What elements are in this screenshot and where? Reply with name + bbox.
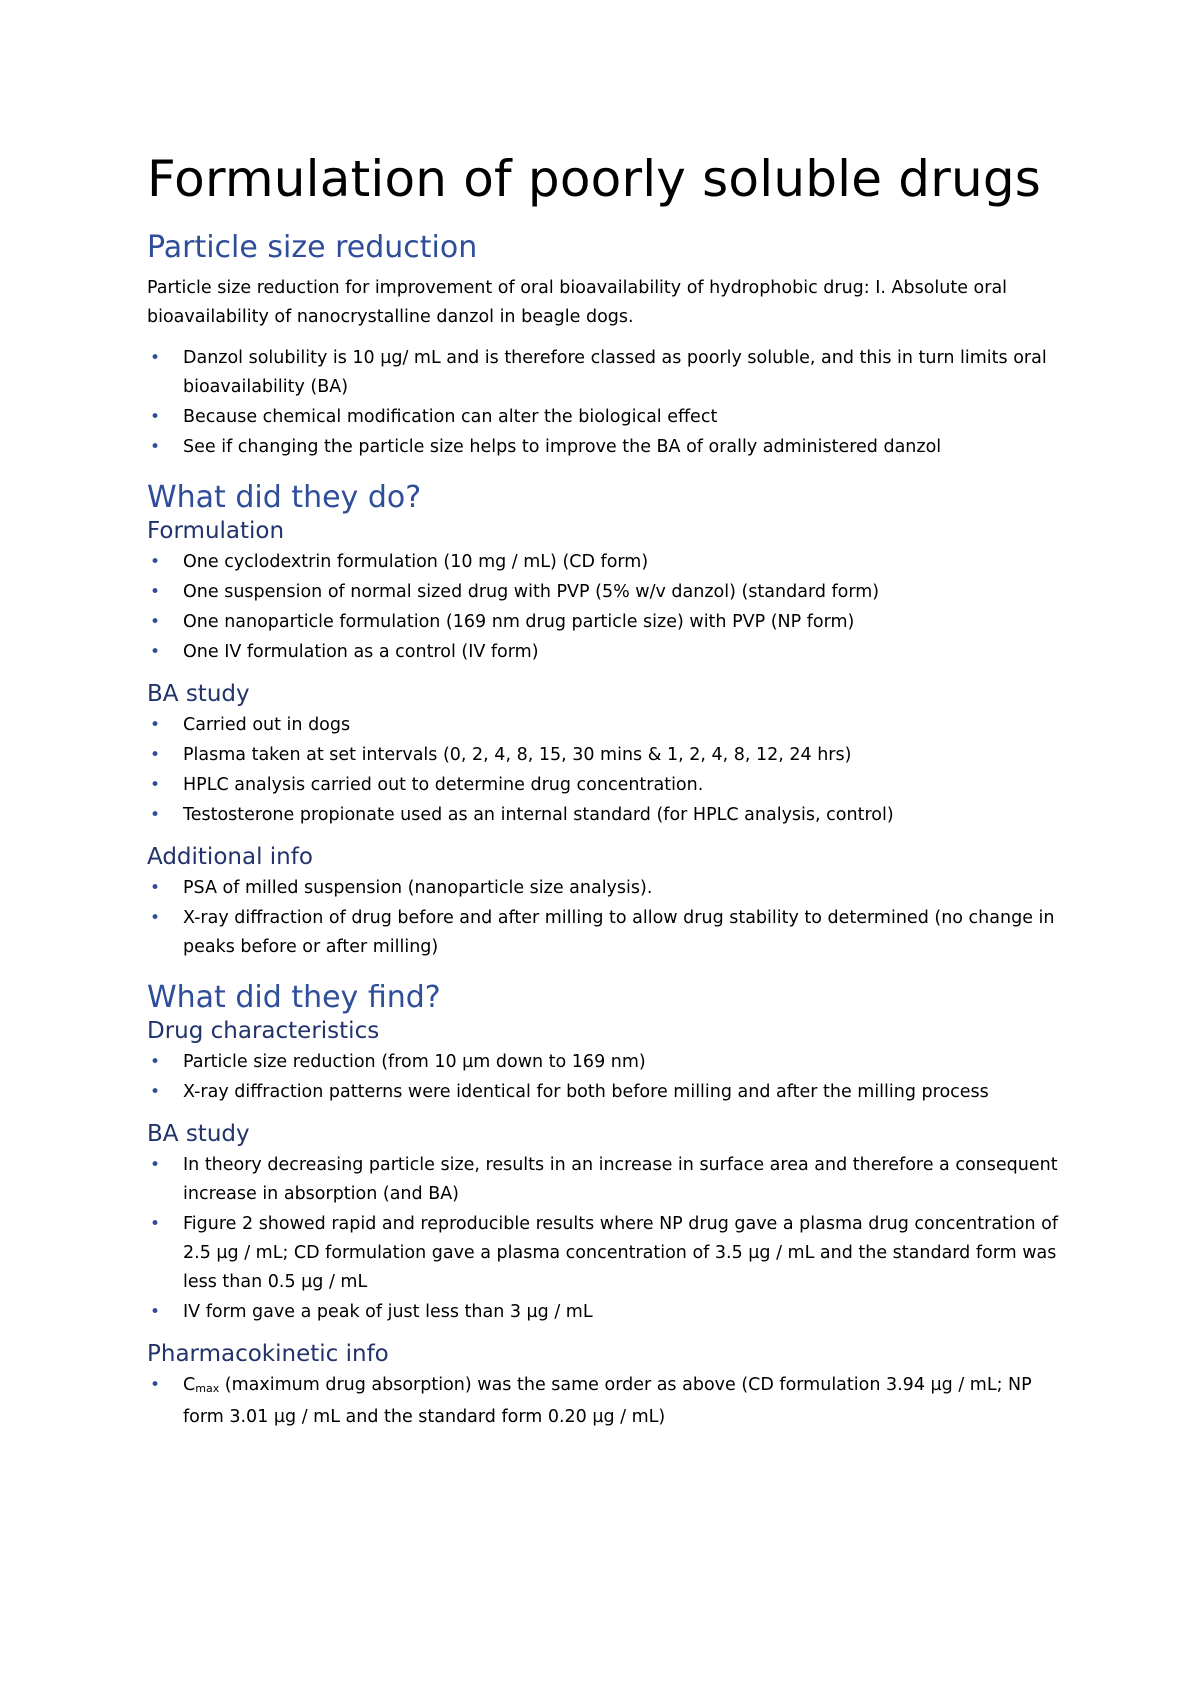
document-title: Formulation of poorly soluble drugs xyxy=(147,150,1042,208)
section-heading-what-did-they-do: What did they do? xyxy=(147,480,422,515)
document-page xyxy=(147,148,1067,1444)
list-item-text: HPLC analysis carried out to determine drug concentration. xyxy=(183,775,704,795)
bullet-icon: • xyxy=(150,582,161,602)
list-item-text: Plasma taken at set intervals (0, 2, 4, 8, 15, 30 mins & 1, 2, 4, 8, 12, 24 hrs) xyxy=(183,745,852,765)
list-item xyxy=(147,608,1067,637)
list-item xyxy=(147,711,1067,740)
bullet-icon: • xyxy=(150,1155,161,1175)
list-item-text: In theory decreasing particle size, results in an increase in surface area and therefore a consequent increase in absorption (and BA) xyxy=(183,1155,1058,1204)
list-item xyxy=(147,433,1067,462)
list-item-text: Carried out in dogs xyxy=(183,715,351,735)
section-heading-particle-size-reduction: Particle size reduction xyxy=(147,230,478,265)
particle-size-bullet-list xyxy=(147,344,1067,462)
list-item-text: One cyclodextrin formulation (10 mg / mL) (CD form) xyxy=(183,552,649,572)
subheading-drug-characteristics: Drug characteristics xyxy=(147,1018,380,1044)
pharmacokinetic-bullet-list xyxy=(147,1371,1067,1432)
drug-characteristics-bullet-list xyxy=(147,1048,1067,1107)
list-item xyxy=(147,1151,1067,1209)
list-item xyxy=(147,874,1067,903)
cmax-symbol: C xyxy=(183,1375,196,1395)
bullet-icon: • xyxy=(150,878,161,898)
list-item-text: Because chemical modification can alter the biological effect xyxy=(183,407,718,427)
list-item-text: X-ray diffraction of drug before and after milling to allow drug stability to determined (no change in peaks before or after milling) xyxy=(183,908,1055,957)
bullet-icon: • xyxy=(150,908,161,928)
list-item-text: One nanoparticle formulation (169 nm drug particle size) with PVP (NP form) xyxy=(183,612,855,632)
list-item xyxy=(147,741,1067,770)
list-item-text: X-ray diffraction patterns were identical for both before milling and after the milling process xyxy=(183,1082,989,1102)
list-item-text: Testosterone propionate used as an internal standard (for HPLC analysis, control) xyxy=(183,805,894,825)
bullet-icon: • xyxy=(150,715,161,735)
cmax-subscript: max xyxy=(195,1382,220,1395)
bullet-icon: • xyxy=(150,1082,161,1102)
bullet-icon: • xyxy=(150,552,161,572)
bullet-icon: • xyxy=(150,1214,161,1234)
bullet-icon: • xyxy=(150,775,161,795)
list-item xyxy=(147,771,1067,800)
list-item-text: One suspension of normal sized drug with PVP (5% w/v danzol) (standard form) xyxy=(183,582,880,602)
subheading-additional-info: Additional info xyxy=(147,844,313,870)
bullet-icon: • xyxy=(150,642,161,662)
list-item xyxy=(147,1371,1067,1432)
list-item xyxy=(147,638,1067,667)
list-item xyxy=(147,403,1067,432)
list-item xyxy=(147,578,1067,607)
bullet-icon: • xyxy=(150,805,161,825)
subheading-ba-study-results: BA study xyxy=(147,1121,250,1147)
bullet-icon: • xyxy=(150,612,161,632)
additional-info-bullet-list xyxy=(147,874,1067,962)
bullet-icon: • xyxy=(150,407,161,427)
bullet-icon: • xyxy=(150,1052,161,1072)
subheading-pharmacokinetic-info: Pharmacokinetic info xyxy=(147,1341,389,1367)
formulation-bullet-list xyxy=(147,548,1067,667)
list-item-text: (maximum drug absorption) was the same order as above (CD formulation 3.94 µg / mL; NP form 3.01 µg / mL and the standard form 0.20 µg / mL) xyxy=(183,1375,1032,1427)
subheading-formulation: Formulation xyxy=(147,518,285,544)
list-item xyxy=(147,548,1067,577)
list-item-text: Particle size reduction (from 10 µm down to 169 nm) xyxy=(183,1052,646,1072)
subheading-ba-study-methods: BA study xyxy=(147,681,250,707)
bullet-icon: • xyxy=(150,745,161,765)
list-item-text: PSA of milled suspension (nanoparticle size analysis). xyxy=(183,878,653,898)
ba-study-results-bullet-list xyxy=(147,1151,1067,1327)
list-item xyxy=(147,1298,1067,1327)
section-heading-what-did-they-find: What did they find? xyxy=(147,980,441,1015)
bullet-icon: • xyxy=(150,437,161,457)
bullet-icon: • xyxy=(150,1302,161,1322)
bullet-icon: • xyxy=(150,1375,161,1395)
list-item xyxy=(147,1078,1067,1107)
ba-study-methods-bullet-list xyxy=(147,711,1067,830)
list-item-text: See if changing the particle size helps to improve the BA of orally administered danzol xyxy=(183,437,942,457)
intro-paragraph: Particle size reduction for improvement of oral bioavailability of hydrophobic drug: I. Absolute oral bioavailability of nanocrystalline danzol in beagle dogs. xyxy=(147,278,1008,327)
list-item-text: One IV formulation as a control (IV form) xyxy=(183,642,539,662)
list-item-text: Figure 2 showed rapid and reproducible results where NP drug gave a plasma drug concentration of 2.5 µg / mL; CD formulation gave a plasma concentration of 3.5 µg / mL and the standard form was less than 0.5 µg / mL xyxy=(183,1214,1059,1292)
list-item-text: Danzol solubility is 10 µg/ mL and is therefore classed as poorly soluble, and this in turn limits oral bioavailability (BA) xyxy=(183,348,1047,397)
list-item xyxy=(147,344,1067,402)
list-item xyxy=(147,1210,1067,1297)
list-item xyxy=(147,904,1067,962)
list-item xyxy=(147,801,1067,830)
list-item xyxy=(147,1048,1067,1077)
list-item-text: IV form gave a peak of just less than 3 µg / mL xyxy=(183,1302,593,1322)
bullet-icon: • xyxy=(150,348,161,368)
